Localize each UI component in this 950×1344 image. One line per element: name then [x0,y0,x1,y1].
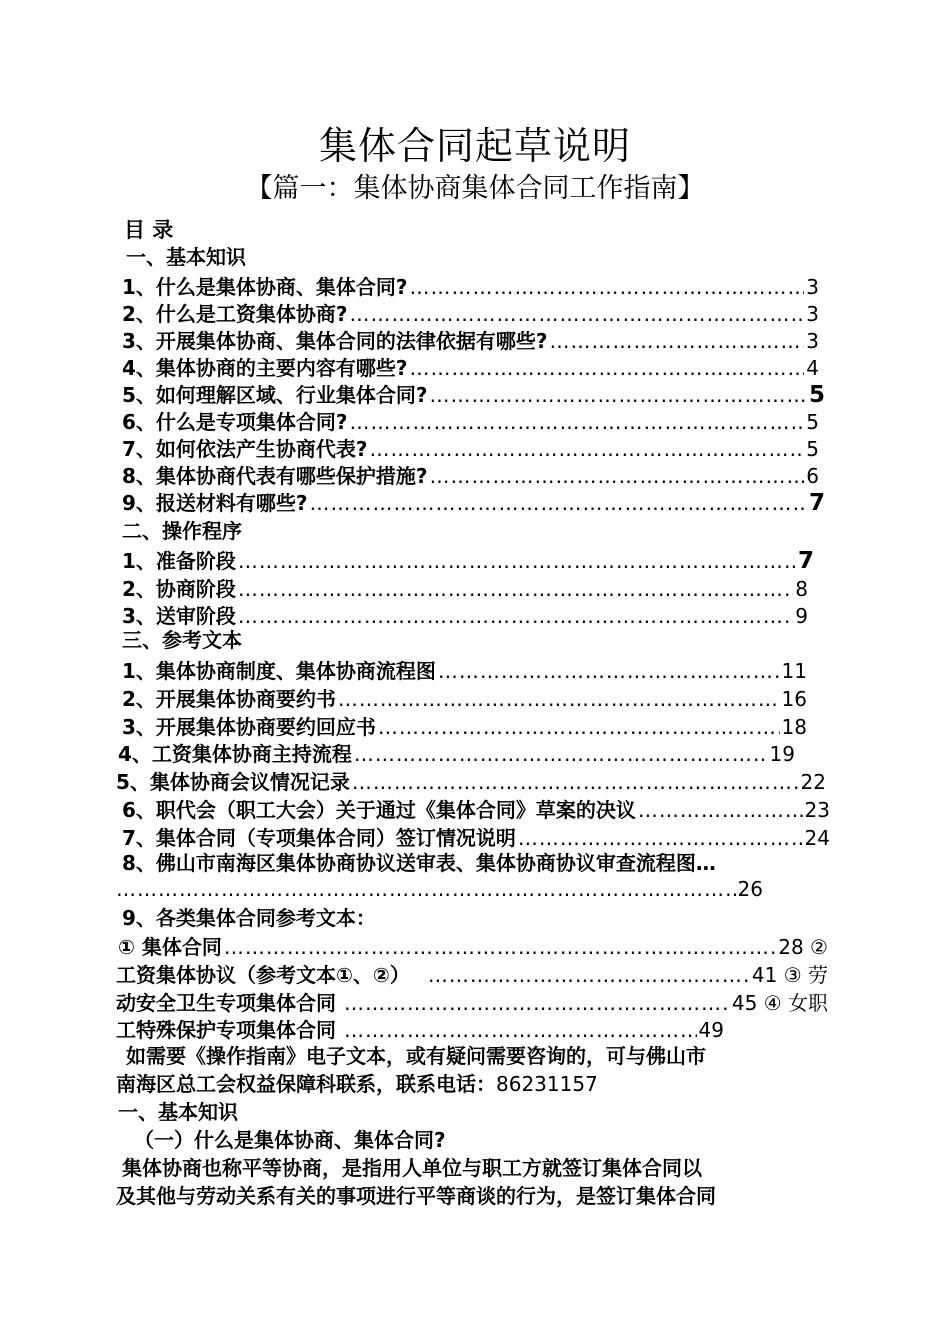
toc-item-label: 5、集体协商会议情况记录 [116,770,350,794]
toc-item[interactable] [122,379,825,406]
toc-item[interactable] [122,271,819,298]
toc-leader [430,383,807,407]
toc-leader [310,491,807,515]
toc-item-page: 16 [781,687,807,711]
toc-subitem[interactable] [118,931,828,958]
toc-item[interactable] [122,325,819,352]
toc-item-page: 7 [808,490,825,516]
toc-item[interactable] [122,460,819,487]
toc-leader [238,549,796,573]
toc-item-label: 3、开展集体协商、集体合同的法律依据有哪些? [122,329,548,353]
toc-item-label: 1、集体协商制度、集体协商流程图 [122,659,436,683]
toc-leader [430,464,805,488]
toc-item-page: 4 [806,356,819,380]
toc-item-page: 5 [806,410,819,434]
toc-item[interactable] [118,738,795,765]
toc-item-label[interactable]: 8、佛山市南海区集体协商协议送审表、集体协商协议审查流程图… [122,851,716,875]
toc-item-label: 4、集体协商的主要内容有哪些? [122,356,408,380]
toc-leader [350,410,805,434]
contact-line-2 [116,1070,598,1098]
toc-leader [550,329,805,353]
toc-subitem-page: 28 ② [778,935,828,959]
toc-leader [410,356,805,380]
toc-item[interactable] [116,766,826,793]
contact-text: 南海区总工会权益保障科联系，联系电话： [116,1072,496,1096]
toc-item-label: 3、送审阶段 [122,604,236,628]
toc-item[interactable] [122,711,807,738]
toc-leader [116,877,736,901]
toc-subitem-label: 工资集体协议（参考文本①、②） [116,963,410,987]
toc-subitem[interactable] [116,987,828,1014]
toc-item[interactable] [122,433,819,460]
toc-item-page: 8 [795,577,808,601]
toc-item-label: 5、如何理解区域、行业集体合同? [122,383,428,407]
toc-item[interactable] [122,600,808,627]
paragraph-line: 集体协商也称平等协商，是指用人单位与职工方就签订集体合同以 [122,1156,702,1180]
toc-item[interactable] [122,794,830,821]
toc-item-page: 11 [781,659,807,683]
toc-leader [350,302,805,326]
toc-subitem[interactable] [116,959,828,986]
document-subtitle: 【篇一：集体协商集体合同工作指南】 [245,173,705,204]
toc-heading: 目 录 [124,218,174,242]
toc-leader [438,659,780,683]
paragraph-line: 及其他与劳动关系有关的事项进行平等商谈的行为，是签订集体合同 [116,1184,716,1208]
toc-item-label: 9、报送材料有哪些? [122,491,308,515]
toc-item-page: 5 [806,437,819,461]
toc-leader [518,826,803,850]
document-title: 集体合同起草说明 [318,124,631,168]
toc-item[interactable] [122,822,830,849]
toc-item-page: 3 [806,302,819,326]
toc-item[interactable] [122,487,825,514]
toc-item-label: 2、协商阶段 [122,577,236,601]
toc-leader [410,275,805,299]
toc-item[interactable] [122,655,807,682]
toc-item-page: 9 [795,604,808,628]
toc-leader [338,687,780,711]
toc-item[interactable] [122,683,807,710]
toc-item-label: 4、工资集体协商主持流程 [118,742,352,766]
toc-leader [238,577,793,601]
toc-item-page: 19 [769,742,795,766]
toc-item-page: 22 [800,770,826,794]
contact-line-1: 如需要《操作指南》电子文本，或有疑问需要咨询的，可与佛山市 [126,1044,706,1068]
toc-item[interactable] [122,545,814,572]
toc-item-label: 1、准备阶段 [122,549,236,573]
toc-leader [344,1018,697,1042]
toc-item[interactable] [122,298,819,325]
toc-item[interactable] [122,573,808,600]
toc-subitem-label: ① 集体合同 [118,935,222,959]
toc-item-label: 8、集体协商代表有哪些保护措施? [122,464,428,488]
toc-item-label: 6、什么是专项集体合同? [122,410,348,434]
toc-leader [352,770,799,794]
section-heading: 一、基本知识 [118,1100,238,1124]
toc-item-continuation[interactable] [116,877,763,904]
toc-leader [428,963,750,987]
toc-section-3: 三、参考文本 [122,628,242,652]
toc-section-1: 一、基本知识 [126,245,246,269]
toc-item[interactable] [122,406,819,433]
toc-leader [638,798,803,822]
toc-subitem-label: 工特殊保护专项集体合同 [116,1018,336,1042]
toc-item-page: 3 [806,275,819,299]
toc-item[interactable] [122,352,819,379]
toc-item-label: 1、什么是集体协商、集体合同? [122,275,408,299]
toc-item-page: 26 [737,877,763,901]
toc-leader [238,604,793,628]
toc-subitem-page: 41 ③ 劳 [751,963,828,987]
toc-item-label: 7、集体合同（专项集体合同）签订情况说明 [122,826,516,850]
toc-subitem-label: 动安全卫生专项集体合同 [116,991,336,1015]
toc-leader [354,742,768,766]
toc-item-page: 24 [804,826,830,850]
toc-leader [224,935,776,959]
question-heading: （一）什么是集体协商、集体合同? [134,1128,446,1152]
toc-item-label: 3、开展集体协商要约回应书 [122,715,376,739]
toc-item-page: 5 [808,382,825,408]
toc-section-2: 二、操作程序 [122,519,242,543]
toc-leader [370,437,805,461]
toc-item-page: 18 [781,715,807,739]
toc-item-label: 2、开展集体协商要约书 [122,687,336,711]
toc-item-page: 3 [806,329,819,353]
toc-item-label: 2、什么是工资集体协商? [122,302,348,326]
toc-item-page: 7 [797,548,814,574]
toc-subitem-page: 45 ④ 女职 [731,991,828,1015]
toc-item-label: 7、如何依法产生协商代表? [122,437,368,461]
toc-subitem[interactable] [116,1014,724,1041]
toc-leader [378,715,780,739]
toc-item-label: 6、职代会（职工大会）关于通过《集体合同》草案的决议 [122,798,636,822]
toc-item-page: 6 [806,464,819,488]
toc-item-page: 23 [804,798,830,822]
toc-subitem-page: 49 [698,1018,724,1042]
toc-item-9: 9、各类集体合同参考文本： [122,906,376,930]
toc-leader [344,991,730,1015]
contact-phone: 86231157 [496,1072,598,1096]
